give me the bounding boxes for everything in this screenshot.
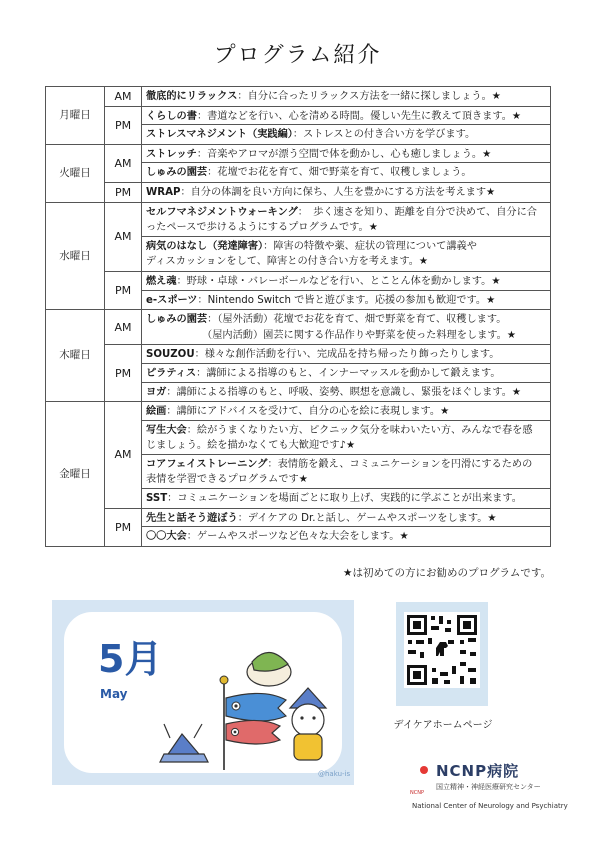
page-title: プログラム紹介 xyxy=(213,43,382,68)
period-label: AM xyxy=(105,202,142,271)
program-description-line xyxy=(146,127,546,143)
program-description: ：講師による指導のもと、インナーマッスルを動かして鍛えます。 xyxy=(196,367,501,379)
program-entry xyxy=(146,89,546,105)
program-name: ピラティス xyxy=(146,367,197,379)
program-cell xyxy=(142,106,551,144)
program-description: ：表情筋を鍛え、コミュニケーションを円滑にするための xyxy=(267,458,533,470)
program-description-line xyxy=(146,239,546,255)
program-name: 先生と話そう遊ぼう xyxy=(146,512,238,524)
schedule-row xyxy=(46,345,551,402)
program-cell xyxy=(142,202,551,271)
program-name: くらしの書 xyxy=(146,110,197,122)
program-entry xyxy=(142,454,550,488)
recommendation-footnote: ★は初めての方にお勧めのプログラムです。 xyxy=(343,567,551,579)
program-cell xyxy=(142,144,551,182)
program-description-line: じましょう。絵を描かなくても大歓迎です♪★ xyxy=(146,440,356,452)
program-name: WRAP xyxy=(146,186,181,198)
day-label: 月曜日 xyxy=(46,87,105,145)
ncnp-logo-icon xyxy=(408,756,438,796)
hospital-name: NCNP病院 xyxy=(436,762,520,780)
program-description-line xyxy=(146,165,546,181)
program-description-line xyxy=(146,147,546,163)
program-cell xyxy=(142,345,551,402)
program-name: セルフマネジメントウォーキング xyxy=(146,206,298,218)
koinobori-illustration xyxy=(64,612,342,773)
program-description: ：（屋外活動）花壇でお花を育て、畑で野菜を育て、収穫します。 xyxy=(207,314,507,326)
program-name: ストレスマネジメント（実践編） xyxy=(146,129,293,141)
program-description: ：デイケアの Dr.と話し、ゲームやスポーツをします。★ xyxy=(237,512,497,524)
schedule-row xyxy=(46,508,551,546)
program-description-line xyxy=(146,529,546,545)
program-name: 写生大会 xyxy=(146,424,187,436)
illustration-credit: @haku-is xyxy=(318,770,351,778)
period-label: PM xyxy=(105,182,142,202)
dinosaur-icon xyxy=(436,642,448,656)
program-entry xyxy=(142,124,550,143)
program-description-line xyxy=(146,185,546,201)
program-entry xyxy=(142,363,550,382)
program-description-line xyxy=(146,312,546,328)
program-description: ：絵がうまくなりたい方、ピクニック気分を味わいたい方、みんなで春を感 xyxy=(186,424,533,436)
program-description: ：コミュニケーションを場面ごとに取り上げ、実践的に学ぶことが出来ます。 xyxy=(167,493,522,505)
program-description-line xyxy=(146,347,546,363)
kabuto-helmet-icon xyxy=(160,724,208,762)
blue-carp-streamer-icon xyxy=(226,693,286,721)
program-description: ：講師による指導のもと、呼吸、姿勢、瞑想を意識し、緊張をほぐします。★ xyxy=(166,386,522,398)
program-entry xyxy=(146,404,546,420)
program-entry xyxy=(142,488,550,507)
program-name: SOUZOU xyxy=(146,349,195,361)
child-character-icon xyxy=(290,688,326,760)
qr-code-icon xyxy=(404,612,480,688)
program-name: 絵画 xyxy=(146,406,167,418)
program-cell xyxy=(142,508,551,546)
program-entry xyxy=(142,420,550,454)
hospital-english-name: National Center of Neurology and Psychiatry xyxy=(412,802,568,810)
program-description-line xyxy=(146,423,546,439)
program-cell xyxy=(142,182,551,202)
schedule-row xyxy=(46,271,551,309)
program-description-line xyxy=(146,457,546,473)
program-entry xyxy=(142,382,550,401)
program-description-line xyxy=(146,404,546,420)
day-label: 水曜日 xyxy=(46,202,105,310)
day-label: 火曜日 xyxy=(46,144,105,202)
program-description: ：講師にアドバイスを受けて、自分の心を絵に表現します。★ xyxy=(166,406,450,418)
program-name: SST xyxy=(146,493,168,505)
schedule-row xyxy=(46,182,551,202)
program-description: ：花壇でお花を育て、畑で野菜を育て、収穫しましょう。 xyxy=(207,167,472,179)
program-entry xyxy=(142,162,550,181)
schedule-row xyxy=(46,106,551,144)
program-description: ：野球・卓球・バレーボールなどを行い、とことん体を動かします。★ xyxy=(176,275,501,287)
period-label: AM xyxy=(105,310,142,345)
program-description-line: （屋内活動）園芸に関する作品作りや野菜を使った料理をします。★ xyxy=(146,329,516,341)
program-entry xyxy=(146,109,546,125)
qr-code[interactable] xyxy=(404,612,480,688)
program-description-line xyxy=(146,89,546,105)
program-description-line xyxy=(146,293,546,309)
program-entry xyxy=(146,185,546,201)
program-cell xyxy=(142,402,551,509)
program-name: 燃え魂 xyxy=(146,275,177,287)
may-illustration-banner xyxy=(52,600,354,785)
period-label: AM xyxy=(105,87,142,107)
program-description: ：自分の体調を良い方向に保ち、人生を豊かにする方法を考えます★ xyxy=(180,186,496,198)
program-description: ：音楽やアロマが漂う空間で体を動かし、心も癒しましょう。★ xyxy=(196,148,492,160)
month-en-label: May xyxy=(100,687,128,701)
program-entry xyxy=(146,274,546,290)
schedule-row xyxy=(46,87,551,107)
program-entry xyxy=(146,312,546,343)
program-description-line: 表情を学習できるプログラムです★ xyxy=(146,474,308,486)
program-schedule-table xyxy=(45,86,551,547)
kashiwa-mochi-icon xyxy=(247,652,291,686)
program-description: ：ゲームやスポーツなど色々な大会をします。★ xyxy=(186,531,409,543)
program-name: ストレッチ xyxy=(146,148,197,160)
program-entry xyxy=(146,147,546,163)
program-description-line xyxy=(146,205,546,221)
program-description-line: ディスカッションをして、障害との付き合い方を考えます。★ xyxy=(146,256,429,268)
schedule-row xyxy=(46,402,551,509)
program-entry xyxy=(142,526,550,545)
program-description: ：障害の特徴や薬、症状の管理について講義や xyxy=(263,240,477,252)
program-name: コアフェイストレーニング xyxy=(146,458,268,470)
program-description: ：自分に合ったリラックス方法を一緒に探しましょう。★ xyxy=(237,91,501,102)
qr-code-label: デイケアホームページ xyxy=(393,720,493,731)
program-description: ：ストレスとの付き合い方を学びます。 xyxy=(292,129,476,141)
program-cell xyxy=(142,271,551,309)
program-name: 病気のはなし（発達障害） xyxy=(146,240,264,252)
program-entry xyxy=(146,205,546,236)
program-entry xyxy=(142,290,550,309)
program-name: e-スポーツ xyxy=(146,294,198,306)
period-label: AM xyxy=(105,144,142,182)
qr-code-frame[interactable] xyxy=(396,602,488,706)
period-label: PM xyxy=(105,508,142,546)
day-label: 金曜日 xyxy=(46,402,105,547)
program-description-line xyxy=(146,274,546,290)
schedule-row xyxy=(46,202,551,271)
program-description-line xyxy=(146,366,546,382)
month-label: 5月 xyxy=(98,637,163,681)
schedule-row xyxy=(46,310,551,345)
program-description: ：書道などを行い、心を清める時間。優しい先生に教えて頂きます。★ xyxy=(196,110,522,122)
program-description-line xyxy=(146,491,546,507)
program-name: 徹底的にリラックス xyxy=(146,91,238,102)
program-cell xyxy=(142,310,551,345)
program-name: 〇〇大会 xyxy=(146,531,187,543)
program-entry xyxy=(146,347,546,363)
schedule-row xyxy=(46,144,551,182)
program-entry xyxy=(146,511,546,527)
program-cell xyxy=(142,87,551,107)
red-carp-streamer-icon xyxy=(226,720,280,744)
program-description: ： 歩く速さを知り、距離を自分で決めて、自分に合 xyxy=(297,206,537,218)
period-label: PM xyxy=(105,106,142,144)
program-description: ：Nintendo Switch で皆と遊びます。応援の参加も歓迎です。★ xyxy=(197,294,496,306)
program-description-line xyxy=(146,511,546,527)
logo-mark-text: NCNP xyxy=(410,790,424,796)
hospital-subtitle: 国立精神・神経医療研究センター xyxy=(436,783,541,791)
program-description-line: ったペースで歩けるようにするプログラムです。★ xyxy=(146,222,378,234)
program-name: しゅみの園芸 xyxy=(146,167,208,179)
period-label: AM xyxy=(105,402,142,509)
program-entry xyxy=(142,236,550,270)
program-description-line xyxy=(146,385,546,401)
program-description: ：様々な創作活動を行い、完成品を持ち帰ったり飾ったりします。 xyxy=(194,349,500,361)
program-name: ヨガ xyxy=(146,386,167,398)
day-label: 木曜日 xyxy=(46,310,105,402)
program-name: しゅみの園芸 xyxy=(146,314,208,326)
program-description-line xyxy=(146,109,546,125)
period-label: PM xyxy=(105,271,142,309)
illustration-card xyxy=(64,612,342,773)
period-label: PM xyxy=(105,345,142,402)
